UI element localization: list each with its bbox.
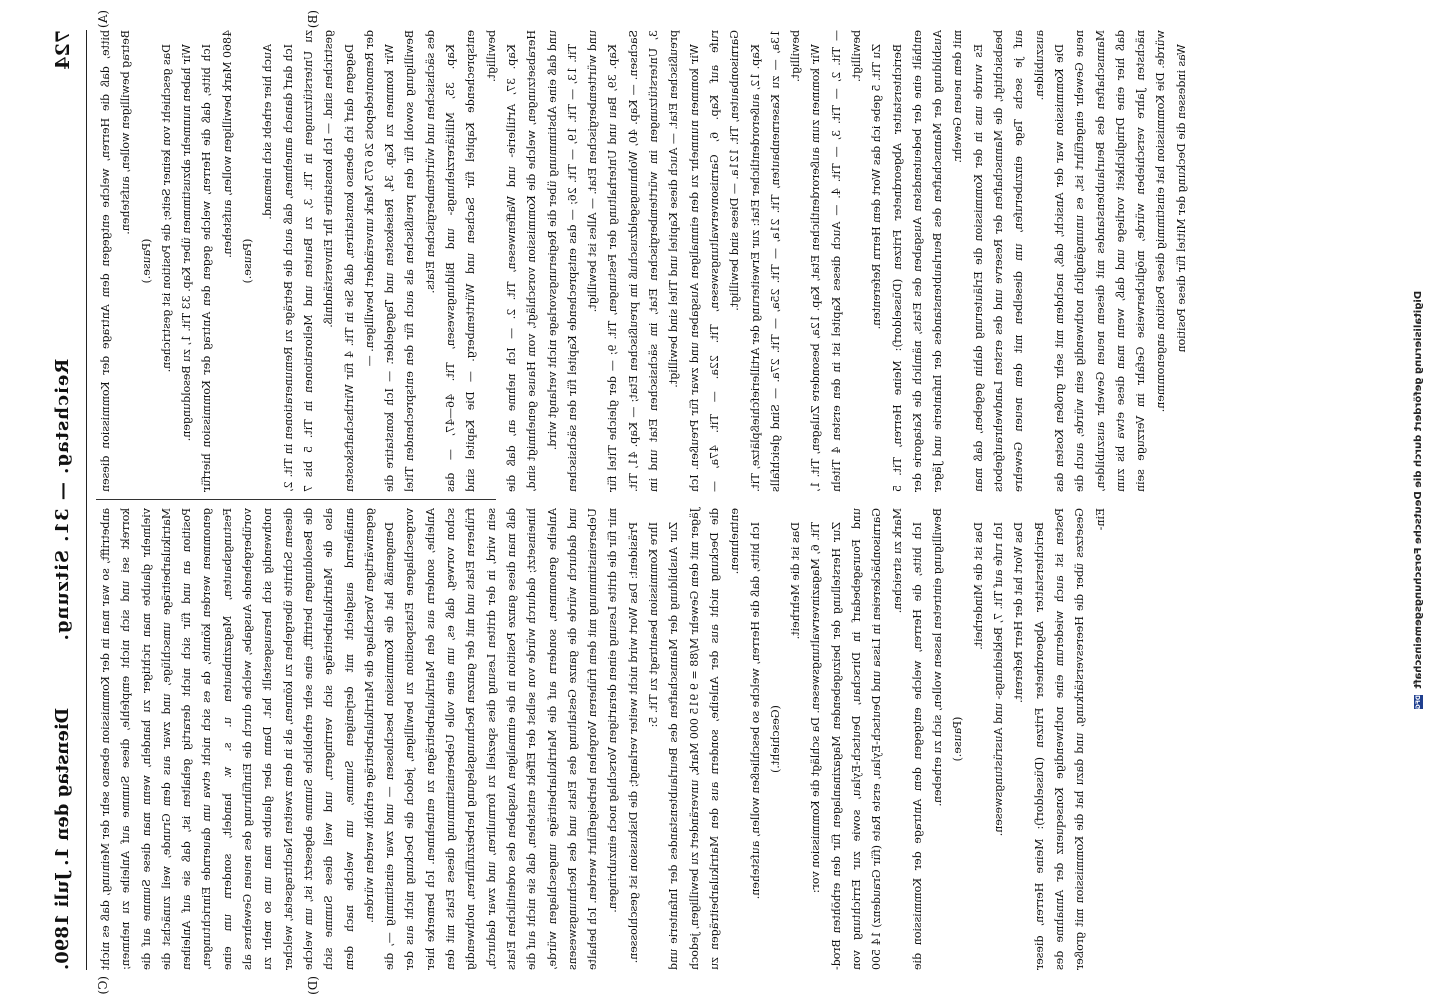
paragraph: Kap. 39, Bau und Unterhaltung der Festungen, Tit. 9; — der gleiche Titel für Sachsen. — Kap. 40, Wohnungsgeldzuschuß im preußischen Etat; — Kap. 41, Tit. 3, Unterstützungen im württembergischen Etat, im sächsischen Etat und im preußischen Etat. — Auch diese Kapitel und Titel sind bewilligt.	[606, 30, 681, 492]
paragraph: Demgemäß hat die Kommission beschlossen — und zwar einstimmig —, die vorgeschlagene Etatsposition zu bewilligen, jedoch die Deckung nicht aus der Anleihe, sondern aus den Matrikularbeiträgen zu entnehmen. Ich bemerke hier schon vorweg, daß es, um eine volle Uebereinstimmung dieses Etats mit den früheren Etats und mit der ganzen Rechnungslegung herbeizuführen, nothwendig sein wird, in der dritten Lesung dies speziell zu formuliren, und zwar dadurch, daß man diese ganze Position in die einmaligen Ausgaben des ordentlichen Etats hineinsetzt; dadurch würde von selbst der Effekt entstehen, daß sie nicht auf die Anleihe genommen, sondern auf die Matrikularbeiträge umgeschlagen würde, und dadurch würde die ganze Gestaltung des Etats und des Rechnungswesens Uebereinstimmung mit dem früheren Vorgehen herbeigeführt werden. Ich behalte mir für die dritte Lesung einen derartigen Vorschlag noch einzubringen.	[383, 508, 620, 970]
stage-direction: (Pause.)	[951, 716, 965, 762]
stage-direction: (Pause.)	[241, 238, 255, 284]
paragraph: Ich bitte, daß die Herren, welche gegen den Antrag der Kommission hierfür 4860 Mark bewilligen wollen, aufstehen.	[200, 30, 234, 492]
dfg-logo-icon: DFG	[1414, 695, 1422, 710]
paragraph: Dagegen darf ich ebenso konstatiren, daß Sie in Tit. 4 für Wirthschaftskosten der Remontedepots 26 675 Mark unverändert bewilligen. —	[342, 30, 376, 492]
paragraph: Tit. 13, — Tit. 19, — Tit. 26; — das entsprechende Kapitel für den sächsischen und württembergischen Etat. — Alles ist bewilligt.	[565, 30, 600, 492]
digitization-note: Digitalisierung gefördert durch die Deutsche Forschungsgemeinschaft	[1413, 290, 1424, 689]
paragraph: Das ist die Minderheit.	[971, 522, 985, 650]
paragraph: Wir kommen nunmehr zu den einmaligen Ausgaben und zwar für Preußen. Ich rufe auf Kap. 6, Garnisonverwaltungswesen, Tit. 22a. — Tit. 47a, — Garnisonbauten, Tit. 121a. — Diese sind bewilligt.	[687, 30, 742, 492]
margin-mark-a: (A)	[96, 10, 110, 29]
paragraph: Zu Tit. 5 gebe ich das Wort dem Herrn Referenten.	[870, 44, 884, 330]
paragraph: Es wurde uns in der Kommission die Erläuterung dahin gegeben, daß man beabsichtigt, die Mannschaften der Reserve und des ersten Landwehraufgebots auf je sechs Tage einzuberufen, um dieselben mit dem neuen Gewehre auszubilden.	[971, 30, 1046, 492]
speaker-paragraph: Präsident: Das Wort wird nicht weiter verlangt; die Diskussion ist geschlossen.	[626, 522, 640, 964]
paragraph: Ich darf danach annehmen, daß auch die Beträge zu Remunerationen in Tit. 2, zu Unterstützungen in Tit. 3, zu Bauten und Meliorationen in Tit. 5 bis 7 gestrichen sind. — Ich konstatire Ihr Einverständniß.	[281, 30, 336, 492]
paragraph: Wir haben nunmehr abzustimmen über Kap. 33 Tit. 1, zu Besoldungen.	[180, 44, 194, 442]
digitization-footer	[1413, 0, 1429, 1000]
page-number: 724	[52, 30, 74, 70]
paragraph: Das geschieht von keiner Seite; die Position ist gestrichen.	[159, 44, 173, 373]
page-header	[52, 30, 87, 970]
paragraph: Das Wort hat der Herr Referent.	[1012, 522, 1026, 704]
paragraph: Wir kommen zum außerordentlichen Etat, Kap. 12a, besondere Zulagen, Tit. 1, — Tit. 2, — Tit. 3, — Tit. 4. — Auch dieses Kapitel ist in den ersten 4 Titeln bewilligt.	[809, 30, 863, 492]
paragraph: Was indessen die Deckung der Mittel für diese Position	[1174, 44, 1188, 353]
running-title: Reichstag. — 31. Sitzung.	[52, 358, 73, 642]
paragraph: Wir kommen zu Kap. 34, Reisekosten und Tagegelder. — Ich konstatire die Bewilligung sowohl für den preußischen als auch für den entsprechenden Titel des sächsischen und württembergischen Etats.	[383, 30, 437, 492]
margin-mark-d: (D)	[306, 976, 320, 995]
paragraph: Ich rufe auf Tit. 7, Bekleidungs- und Ausrüstungswesen.	[992, 522, 1006, 837]
paragraph: Ich bitte, die Herren, welche entgegen dem Antrage der Kommission die Bewilligung eintreten lassen wollen, sich zu erheben.	[910, 508, 945, 970]
margin-mark-b: (B)	[306, 10, 320, 29]
paragraph: Ich bitte, daß die Herren, welche so beschließen wollen, aufstehen.	[748, 522, 762, 900]
paragraph: anbetrifft, so war man in der Kommission ebenso sehr der Meinung, daß es nicht korrekt sei und sich nicht empfehle, diese Summe auf Anleihe zu nehmen; vielmehr glaubte man richtiger zu handeln, wenn man diese Summe auf die Matrikularbeiträge umschlüge, und zwar aus dem Grunde, weil zunächst die Position an und für sich nicht derartig gehalten ist, daß sie auf Anleihen genommen werden könnte, da es sich nicht etwa um dauernde Einrichtungen, Festungsbauten, Magazinbauten u. s. w. handelt, sondern um eine vorübergehende Ausgabe, welche durch die Einführung des neuen Gewehres als nothwendig sich herausgestellt hat. Dann aber glaubte man um so mehr zu diesem Schritte übergehen zu können, als in dem zweiten Nachtragsetat, welcher die Besoldungen betrifft, eine sehr erhebliche Summe abgesetzt ist, um welche also die Matrikularbeiträge sich verringern, und weil diese Summe sich annähernd ausgleicht mit derjenigen Summe, um welche nach dem gegenwärtigen Vorschlage die Matrikularbeiträge erhöht werden würden.	[99, 508, 376, 970]
paragraph: Auch hier erhebt sich niemand.	[261, 44, 275, 220]
motion-text: Zur Ausbildung der Mannschaften des Beurlaubtenstandes der Infanterie und Jäger mit dem Gewehr M/88 = 9 915 000 Mark, unverändert zu bewilligen, jedoch die Deckung nicht aus der Anleihe, sondern aus den Matrikularbeiträgen zu entnehmen.	[667, 508, 742, 970]
speaker-paragraph: Berichterstatter Abgeordneter Fritzen (Düsseldorf): Meine Herren, Tit. 5 enthält eine der bedeutendsten Ausgaben des Etats, nämlich die Katagorie der Ausbildung der Mannschaften des Beurlaubtenstandes der Infanterie und Jäger mit dem neuen Gewehr.	[890, 30, 965, 492]
speaker-paragraph: Berichterstatter Abgeordneter Fritzen (Düsseldorf): Meine Herren, dieser Posten ist auch wiederum eine nothwendige Konsequenz der Annahme des Gesetzes über die Heeresverstärkung, und dazu hat die Kommission mit großer Ein-	[1032, 508, 1107, 970]
paragraph: Kap. 12, außerordentlicher Etat: zur Erweiterung der Artilleriefchießplätze, Tit. 13a, — zu Kasernenbauten, Tit. 21a, — Tit. 25a, — Tit. 27a. — Sind gleichfalls bewilligt.	[748, 30, 803, 492]
margin-mark-c: (C)	[96, 976, 110, 995]
paragraph: Das ist die Mehrheit.	[789, 522, 803, 640]
paragraph: Kap. 37, Artillerie- und Waffenwesen, Tit. 2. — Ich nehme an, daß die Herabsetzungen, welche die Kommission vorschlägt, vom Hause genehmigt sind, und daß eine Abstimmung über die Regierungsvorlage nicht verlangt wird.	[504, 30, 559, 492]
stage-direction: (Geschieht.)	[768, 705, 782, 773]
paragraph: Tit. 6, Magazinverwaltungswesen. Da schlägt die Kommission vor:	[809, 522, 823, 894]
stage-direction: (Pause.)	[139, 238, 153, 284]
session-date: Dienstag den 1. Juli 1890.	[52, 707, 73, 970]
column-divider	[96, 499, 496, 500]
paragraph: Ihre Kommission beantragt zu Tit. 5:	[647, 522, 661, 728]
right-column	[96, 508, 1107, 970]
left-column	[96, 30, 1188, 492]
paragraph: Die Kommission war der Ansicht, daß, nachdem mit sehr großen Kosten das neue Gewehr eingeführt ist, es unumgänglich nothwendig sein würde, auch die Mannschaften des Beurlaubtenstandes mit diesem neuen Gewehr auszubilden, daß hier eine Dringlichkeit vorliege und daß, wenn man diese etwa bis zum nächsten Jahre verschieben würde, möglicherweise Gefahr im Verzuge sein würde. Die Kommission hat einstimmig diese Position angenommen.	[1052, 30, 1168, 492]
paragraph: bitte, daß die Herren, welche entgegen dem Antrage der Kommission diesen Betrag bewilligen wollen, aufstehen.	[99, 30, 133, 492]
paragraph: Kap. 35, Militärerziehungs- und Bildungswesen, Tit. 46—47, — das entsprechende Kapitel für Sachsen und Württemberg. — Die Kapitel sind bewilligt.	[444, 30, 498, 492]
motion-text: Zur Herstellung der beizugebenden Magazinanlagen für den erhöhten Brod- und Fouragebedarf in Dirschau, Deutsch-Eylau, sowie zur Errichtung von Garnisonbäckereien in Lissa und Deutsch-Eylau, erste Rate (für Graudenz) 14 500 Mark zu streichen.	[829, 508, 904, 970]
